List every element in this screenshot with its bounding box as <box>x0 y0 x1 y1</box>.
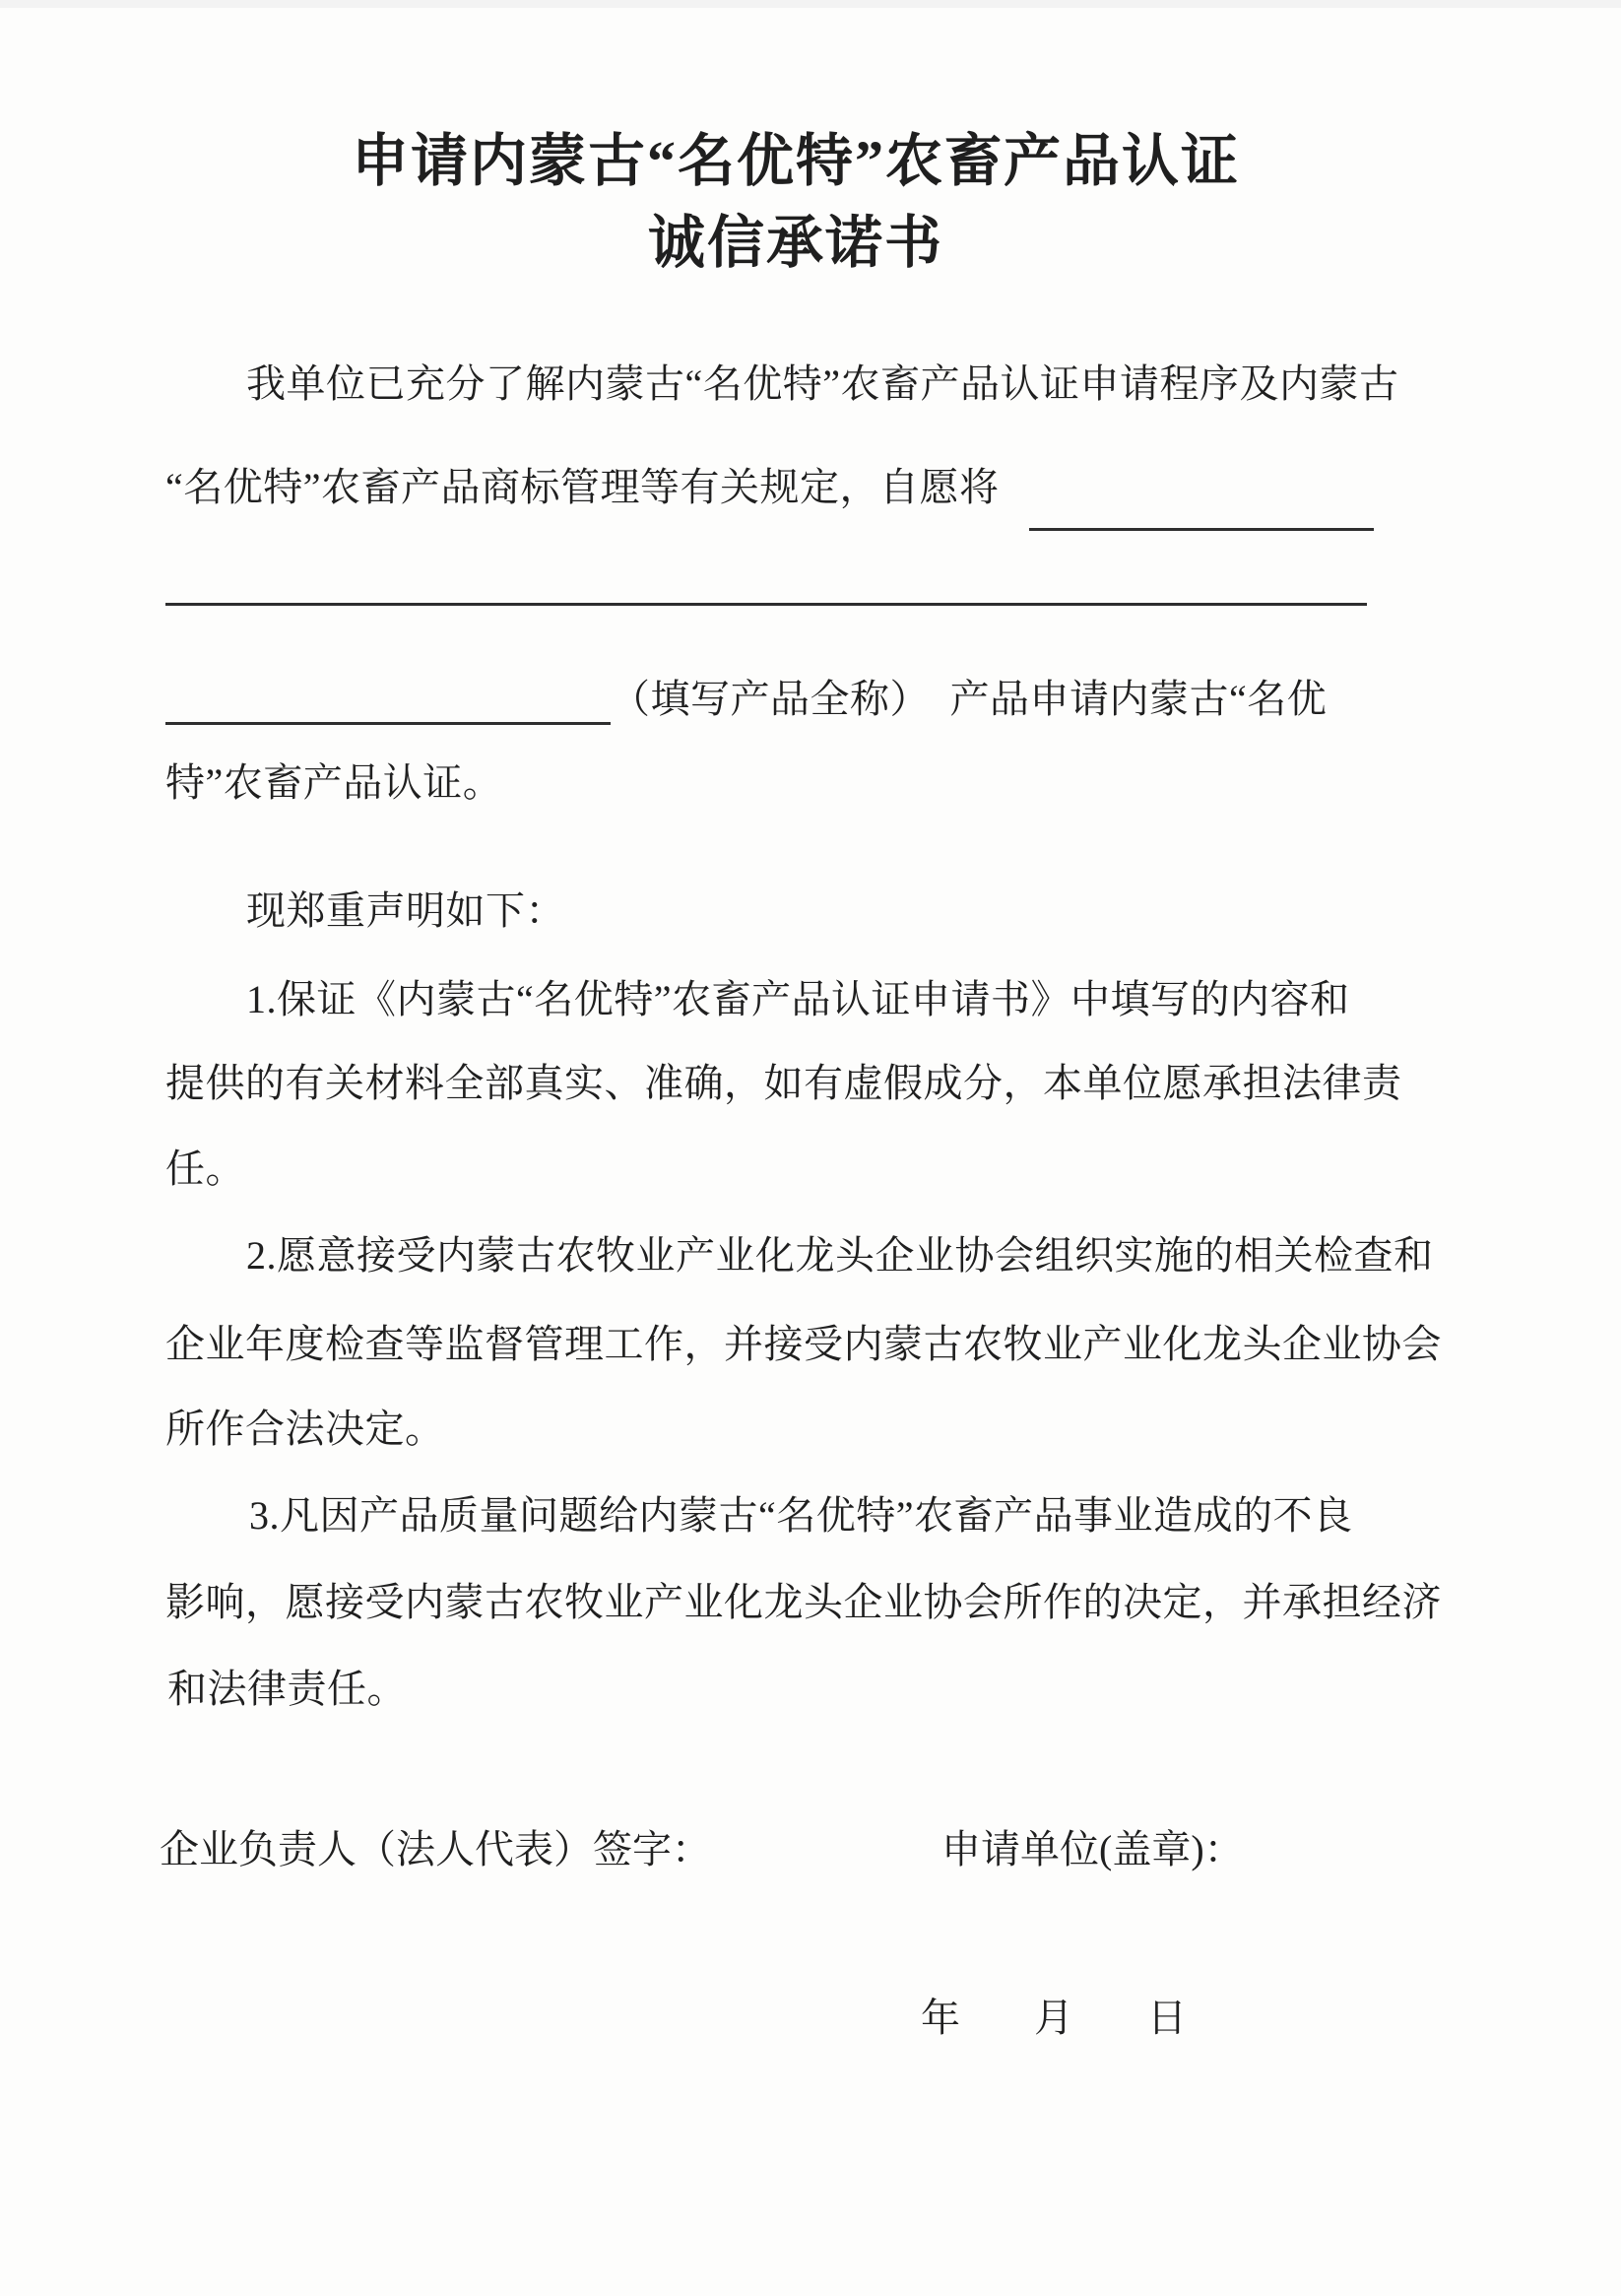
year-label: 年 <box>921 1996 960 2040</box>
signature-row <box>0 1822 1621 2043</box>
item1-line3: 任。 <box>165 1147 245 1191</box>
para1-line4-text: （填写产品全称） 产品申请内蒙古“名优 <box>611 677 1328 721</box>
item2-line2: 企业年度检查等监督管理工作，并接受内蒙古农牧业产业化龙头企业协会 <box>165 1322 1442 1366</box>
para1-line5: 特”农畜产品认证。 <box>165 760 503 805</box>
item3-line1: 3.凡因产品质量问题给内蒙古“名优特”农畜产品事业造成的不良 <box>249 1493 1353 1538</box>
item2-line3: 所作合法决定。 <box>165 1407 445 1451</box>
product-name-blank-1[interactable] <box>1029 528 1374 531</box>
month-label: 月 <box>1034 1996 1073 2040</box>
date-row <box>921 1991 1187 2046</box>
item3-line2: 影响，愿接受内蒙古农牧业产业化龙头企业协会所作的决定，并承担经济 <box>165 1580 1442 1624</box>
item1-line2: 提供的有关材料全部真实、准确，如有虚假成分，本单位愿承担法律责 <box>165 1061 1402 1105</box>
item3-line3: 和法律责任。 <box>167 1667 407 1711</box>
document-title-line-2: 诚信承诺书 <box>647 211 943 275</box>
para1-line2: “名优特”农畜产品商标管理等有关规定，自愿将 <box>165 465 1000 509</box>
item1-line1: 1.保证《内蒙古“名优特”农畜产品认证申请书》中填写的内容和 <box>246 977 1350 1021</box>
para1-line1: 我单位已充分了解内蒙古“名优特”农畜产品认证申请程序及内蒙古 <box>246 361 1399 406</box>
signer-signature-label: 企业负责人（法人代表）签字： <box>160 1827 711 1871</box>
product-name-blank-3[interactable] <box>165 672 611 725</box>
document-title-line-1: 申请内蒙古“名优特”农畜产品认证 <box>351 129 1240 193</box>
product-name-blank-2[interactable] <box>165 603 1367 606</box>
item2-line1: 2.愿意接受内蒙古农牧业产业化龙头企业协会组织实施的相关检查和 <box>246 1233 1434 1278</box>
day-label: 日 <box>1147 1996 1187 2040</box>
applicant-seal-label: 申请单位(盖章)： <box>941 1827 1244 1871</box>
para1-line4-row <box>165 672 1327 727</box>
declaration-intro: 现郑重声明如下： <box>246 888 565 933</box>
scan-edge-artifact <box>0 0 1621 8</box>
